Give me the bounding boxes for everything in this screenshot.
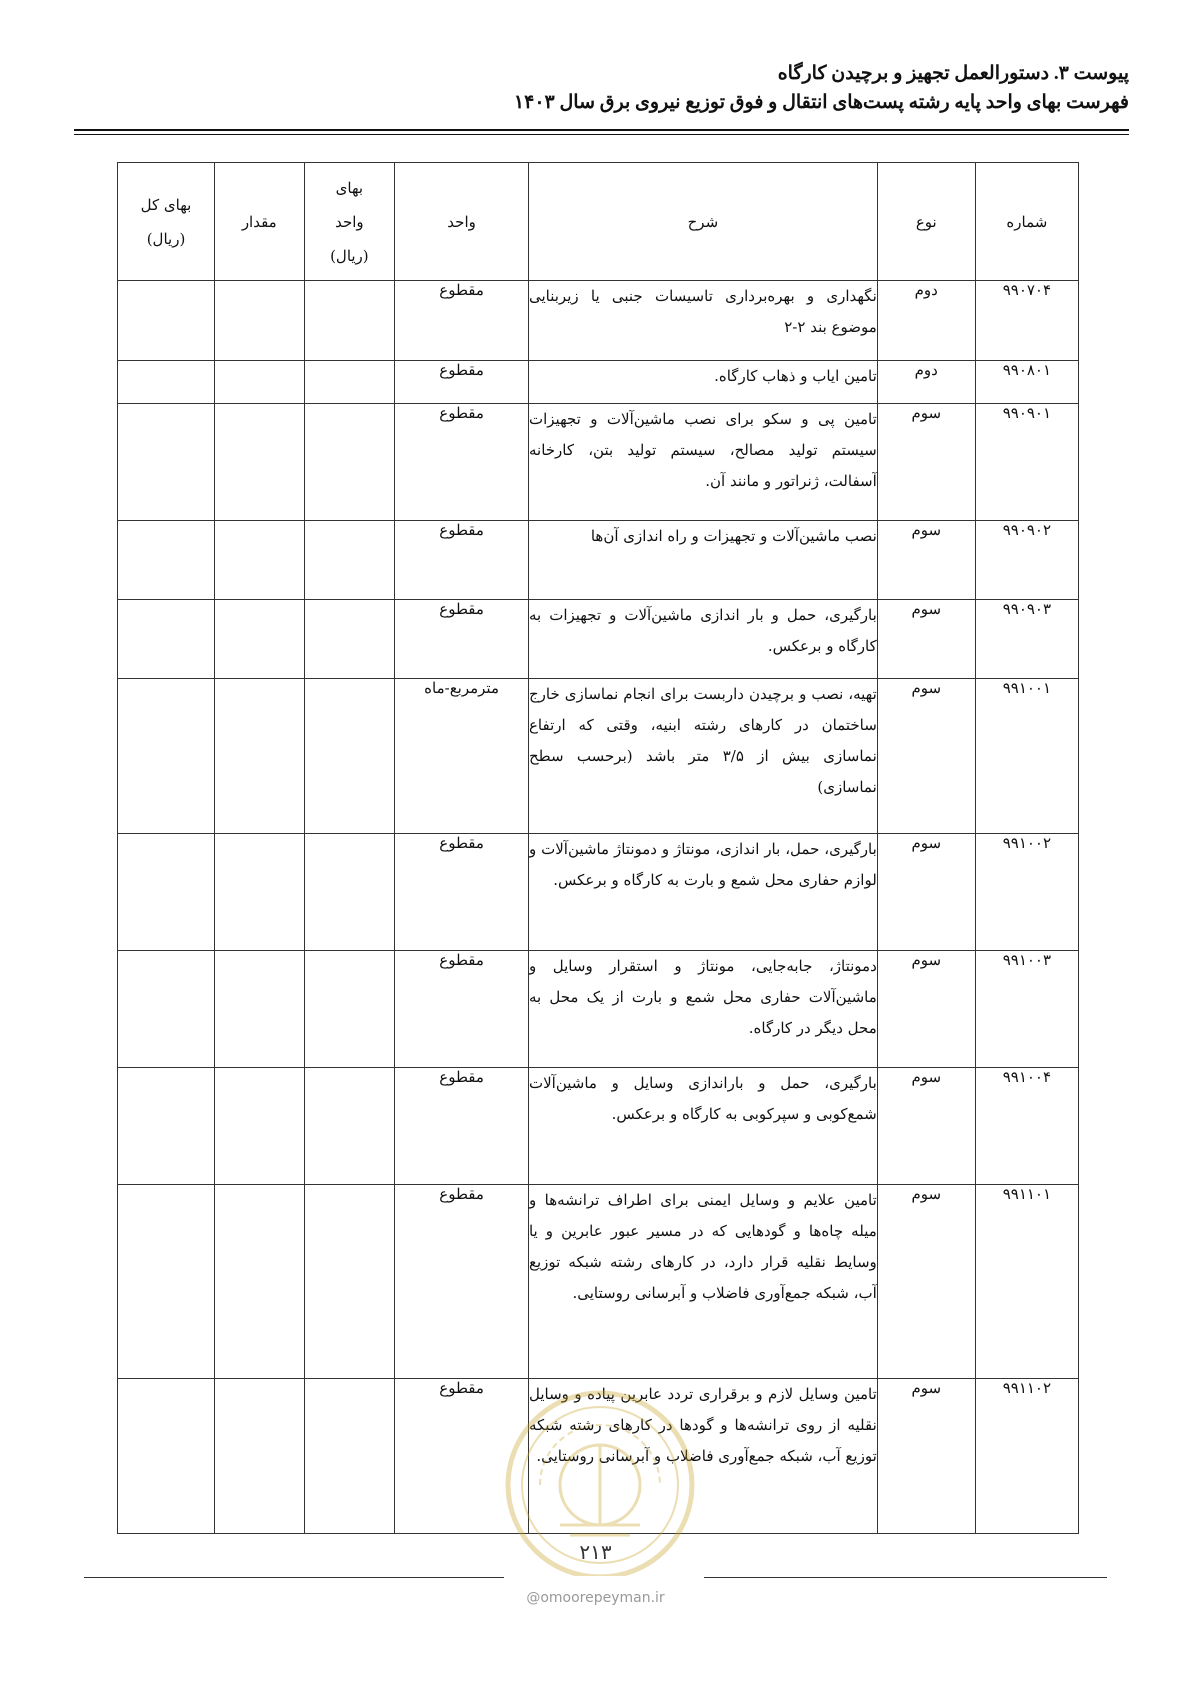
row-total-price-cell bbox=[118, 1379, 215, 1534]
row-description: بارگیری، حمل، بار اندازی، مونتاژ و دمونتاژ ماشین‌آلات و لوازم حفاری محل شمع و بارت به کارگاه و برعکس. bbox=[528, 834, 877, 951]
header-total-price: بهای کل (ریال) bbox=[118, 163, 215, 281]
row-type: سوم bbox=[877, 1185, 975, 1379]
row-quantity-cell bbox=[215, 1068, 305, 1185]
row-type: سوم bbox=[877, 521, 975, 600]
row-number: ۹۹۱۱۰۲ bbox=[975, 1379, 1078, 1534]
table-row bbox=[118, 1068, 1079, 1185]
row-description: نگهداری و بهره‌برداری تاسیسات جنبی یا زیربنایی موضوع بند ۲-۲ bbox=[528, 281, 877, 361]
table-row bbox=[118, 521, 1079, 600]
row-quantity-cell bbox=[215, 281, 305, 361]
row-unit-price-cell bbox=[304, 521, 395, 600]
row-unit-price-cell bbox=[304, 600, 395, 679]
row-description: تهیه، نصب و برچیدن داربست برای انجام نماسازی خارج ساختمان در کارهای رشته ابنیه، وقتی که ارتفاع نماسازی بیش از ۳/۵ متر باشد (برحسب سطح نماسازی) bbox=[528, 679, 877, 834]
row-type: سوم bbox=[877, 404, 975, 521]
row-unit: مقطوع bbox=[395, 521, 529, 600]
row-type: سوم bbox=[877, 951, 975, 1068]
row-unit-price-cell bbox=[304, 834, 395, 951]
table-row bbox=[118, 281, 1079, 361]
row-type: سوم bbox=[877, 1068, 975, 1185]
row-number: ۹۹۱۰۰۱ bbox=[975, 679, 1078, 834]
row-type: دوم bbox=[877, 361, 975, 404]
row-type: سوم bbox=[877, 1379, 975, 1534]
table-row bbox=[118, 834, 1079, 951]
header-unit-price: بهای واحد (ریال) bbox=[304, 163, 395, 281]
site-watermark-text: @omoorepeyman.ir bbox=[526, 1590, 665, 1606]
row-type: سوم bbox=[877, 600, 975, 679]
row-quantity-cell bbox=[215, 521, 305, 600]
table-row bbox=[118, 600, 1079, 679]
row-unit: مترمربع-ماه bbox=[395, 679, 529, 834]
row-number: ۹۹۱۰۰۴ bbox=[975, 1068, 1078, 1185]
row-quantity-cell bbox=[215, 1379, 305, 1534]
row-description: تامین پی و سکو برای نصب ماشین‌آلات و تجهیزات سیستم تولید مصالح، سیستم تولید بتن، کارخانه آسفالت، ژنراتور و مانند آن. bbox=[528, 404, 877, 521]
row-unit: مقطوع bbox=[395, 1068, 529, 1185]
header-description: شرح bbox=[528, 163, 877, 281]
row-type: دوم bbox=[877, 281, 975, 361]
header-number: شماره bbox=[975, 163, 1078, 281]
table-row bbox=[118, 1185, 1079, 1379]
row-total-price-cell bbox=[118, 521, 215, 600]
footer-rule bbox=[84, 1577, 1107, 1578]
row-number: ۹۹۰۹۰۱ bbox=[975, 404, 1078, 521]
row-total-price-cell bbox=[118, 404, 215, 521]
row-unit: مقطوع bbox=[395, 834, 529, 951]
row-total-price-cell bbox=[118, 951, 215, 1068]
row-unit: مقطوع bbox=[395, 1379, 529, 1534]
row-number: ۹۹۰۹۰۳ bbox=[975, 600, 1078, 679]
row-unit-price-cell bbox=[304, 404, 395, 521]
row-unit: مقطوع bbox=[395, 951, 529, 1068]
row-quantity-cell bbox=[215, 600, 305, 679]
row-quantity-cell bbox=[215, 951, 305, 1068]
row-number: ۹۹۰۸۰۱ bbox=[975, 361, 1078, 404]
row-unit-price-cell bbox=[304, 951, 395, 1068]
header-line-2: فهرست بهای واحد پایه رشته پست‌های انتقال و فوق توزیع نیروی برق سال ۱۴۰۳ bbox=[513, 92, 1129, 113]
row-unit-price-cell bbox=[304, 679, 395, 834]
table-row bbox=[118, 951, 1079, 1068]
row-description: تامین وسایل لازم و برقراری تردد عابرین پیاده و وسایل نقلیه از روی ترانشه‌ها و گودها در کارهای رشته شبکه توزیع آب، شبکه جمع‌آوری فاضلاب و آبرسانی روستایی. bbox=[528, 1379, 877, 1534]
row-unit: مقطوع bbox=[395, 361, 529, 404]
price-list-table bbox=[117, 162, 1079, 1534]
page-number: ۲۱۳ bbox=[579, 1540, 612, 1564]
row-total-price-cell bbox=[118, 679, 215, 834]
row-quantity-cell bbox=[215, 834, 305, 951]
table-row bbox=[118, 404, 1079, 521]
header-type: نوع bbox=[877, 163, 975, 281]
row-number: ۹۹۱۱۰۱ bbox=[975, 1185, 1078, 1379]
row-quantity-cell bbox=[215, 404, 305, 521]
row-description: بارگیری، حمل و بار اندازی ماشین‌آلات و تجهیزات به کارگاه و برعکس. bbox=[528, 600, 877, 679]
row-unit: مقطوع bbox=[395, 404, 529, 521]
row-quantity-cell bbox=[215, 361, 305, 404]
row-description: تامین علایم و وسایل ایمنی برای اطراف ترانشه‌ها و میله چاه‌ها و گودهایی که در مسیر عبور عابرین و یا وسایط نقلیه قرار دارد، در کارهای رشته شبکه توزیع آب، شبکه جمع‌آوری فاضلاب و آبرسانی روستایی. bbox=[528, 1185, 877, 1379]
row-total-price-cell bbox=[118, 600, 215, 679]
header-line-1: پیوست ۳. دستورالعمل تجهیز و برچیدن کارگاه bbox=[777, 63, 1129, 84]
table-row bbox=[118, 679, 1079, 834]
row-total-price-cell bbox=[118, 281, 215, 361]
row-unit-price-cell bbox=[304, 281, 395, 361]
row-unit: مقطوع bbox=[395, 281, 529, 361]
row-description: دمونتاژ، جابه‌جایی، مونتاژ و استقرار وسایل و ماشین‌آلات حفاری محل شمع و بارت از یک محل به محل دیگر در کارگاه. bbox=[528, 951, 877, 1068]
row-number: ۹۹۰۹۰۲ bbox=[975, 521, 1078, 600]
row-unit: مقطوع bbox=[395, 600, 529, 679]
row-unit-price-cell bbox=[304, 1068, 395, 1185]
row-quantity-cell bbox=[215, 679, 305, 834]
row-unit-price-cell bbox=[304, 361, 395, 404]
row-number: ۹۹۱۰۰۲ bbox=[975, 834, 1078, 951]
row-total-price-cell bbox=[118, 361, 215, 404]
header-rule-thin bbox=[74, 134, 1129, 135]
row-description: تامین ایاب و ذهاب کارگاه. bbox=[528, 361, 877, 404]
header-rule-thick bbox=[74, 129, 1129, 131]
row-quantity-cell bbox=[215, 1185, 305, 1379]
row-description: بارگیری، حمل و باراندازی وسایل و ماشین‌آلات شمع‌کوبی و سپرکوبی به کارگاه و برعکس. bbox=[528, 1068, 877, 1185]
page-header bbox=[514, 60, 1129, 118]
table-header-row bbox=[118, 163, 1079, 281]
row-unit: مقطوع bbox=[395, 1185, 529, 1379]
row-number: ۹۹۱۰۰۳ bbox=[975, 951, 1078, 1068]
row-total-price-cell bbox=[118, 834, 215, 951]
row-total-price-cell bbox=[118, 1185, 215, 1379]
row-total-price-cell bbox=[118, 1068, 215, 1185]
row-description: نصب ماشین‌آلات و تجهیزات و راه اندازی آن‌ها bbox=[528, 521, 877, 600]
row-type: سوم bbox=[877, 679, 975, 834]
row-unit-price-cell bbox=[304, 1185, 395, 1379]
row-unit-price-cell bbox=[304, 1379, 395, 1534]
header-unit: واحد bbox=[395, 163, 529, 281]
row-number: ۹۹۰۷۰۴ bbox=[975, 281, 1078, 361]
table-row bbox=[118, 361, 1079, 404]
row-type: سوم bbox=[877, 834, 975, 951]
header-quantity: مقدار bbox=[215, 163, 305, 281]
